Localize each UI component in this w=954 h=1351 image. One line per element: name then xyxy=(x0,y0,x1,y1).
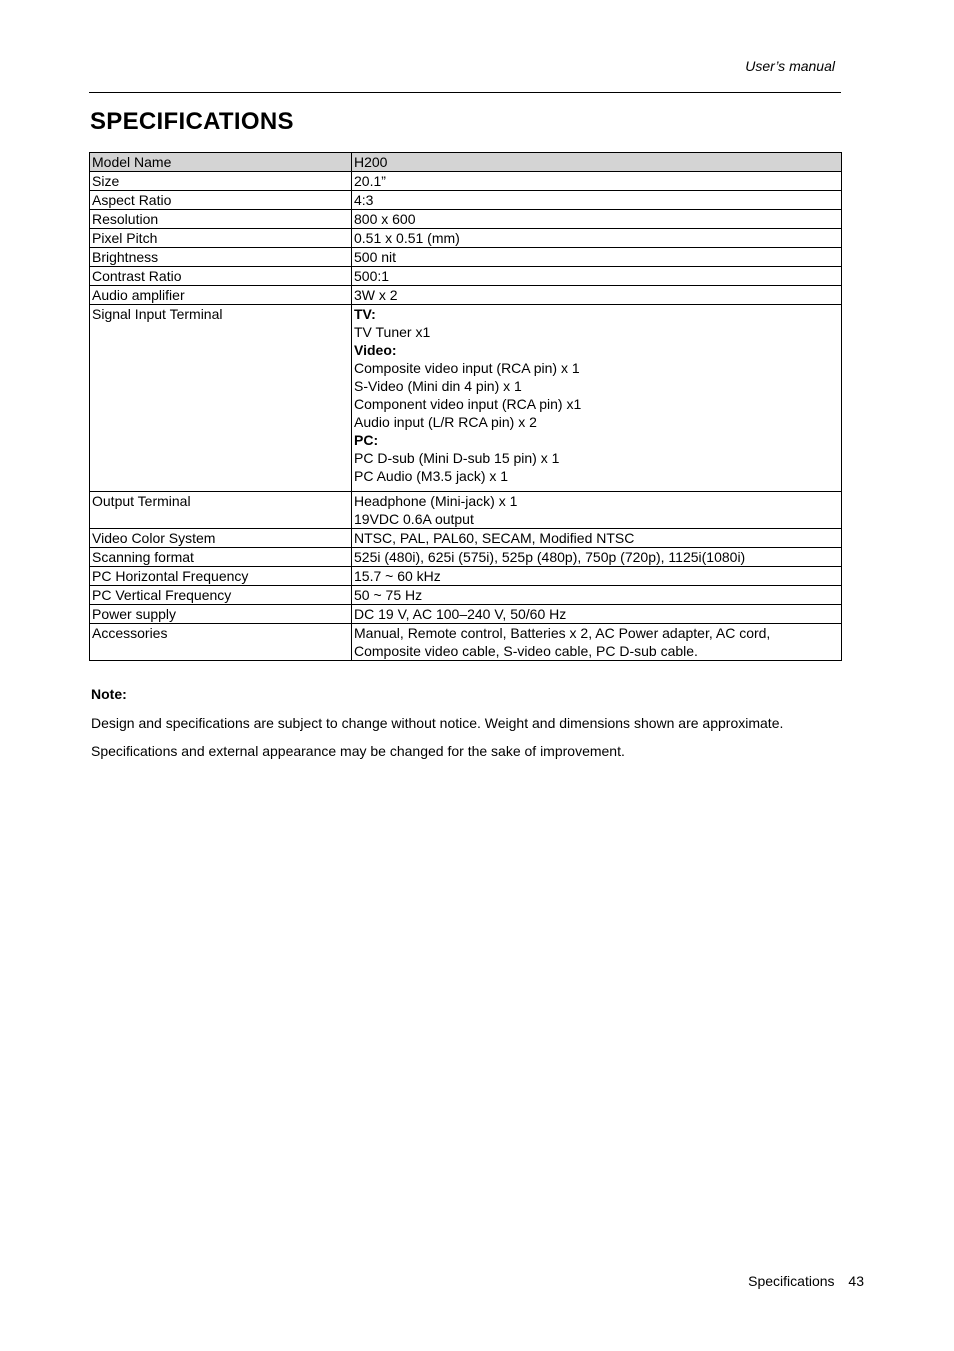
row-label: Video Color System xyxy=(90,529,352,548)
row-label: PC Vertical Frequency xyxy=(90,586,352,605)
row-label: Power supply xyxy=(90,605,352,624)
row-label: Size xyxy=(90,172,352,191)
row-label: Signal Input Terminal xyxy=(90,305,352,492)
table-row xyxy=(90,548,842,567)
note-text: Specifications and external appearance may be changed for the sake of improvement. xyxy=(91,743,625,759)
row-value: 50 ~ 75 Hz xyxy=(352,586,842,605)
page-number: 43 xyxy=(848,1273,864,1289)
output-terminal-value xyxy=(352,492,842,529)
note-text: Design and specifications are subject to change without notice. Weight and dimensions shown are approximate. xyxy=(91,715,784,731)
row-value: 4:3 xyxy=(352,191,842,210)
output-line: Headphone (Mini-jack) x 1 xyxy=(354,493,518,509)
table-row xyxy=(90,248,842,267)
row-label: Accessories xyxy=(90,624,352,661)
page-footer xyxy=(748,1273,864,1289)
row-value: 525i (480i), 625i (575i), 525p (480p), 750p (720p), 1125i(1080i) xyxy=(352,548,842,567)
table-row xyxy=(90,229,842,248)
accessories-value xyxy=(352,624,842,661)
table-row-signal-input xyxy=(90,305,842,492)
table-row xyxy=(90,191,842,210)
row-label: Audio amplifier xyxy=(90,286,352,305)
row-value: NTSC, PAL, PAL60, SECAM, Modified NTSC xyxy=(352,529,842,548)
table-row-output-terminal xyxy=(90,492,842,529)
row-value: 20.1” xyxy=(352,172,842,191)
row-label: Contrast Ratio xyxy=(90,267,352,286)
tv-line: TV Tuner x1 xyxy=(354,324,431,340)
row-value: DC 19 V, AC 100–240 V, 50/60 Hz xyxy=(352,605,842,624)
table-row xyxy=(90,605,842,624)
row-label: PC Horizontal Frequency xyxy=(90,567,352,586)
pc-line: PC D-sub (Mini D-sub 15 pin) x 1 xyxy=(354,450,560,466)
note-label: Note: xyxy=(91,686,127,702)
table-row-accessories xyxy=(90,624,842,661)
signal-input-value xyxy=(352,305,842,492)
row-label: Pixel Pitch xyxy=(90,229,352,248)
table-row xyxy=(90,529,842,548)
specifications-table xyxy=(89,152,842,661)
row-value: 800 x 600 xyxy=(352,210,842,229)
row-label: Output Terminal xyxy=(90,492,352,529)
accessories-line: Manual, Remote control, Batteries x 2, AC Power adapter, AC cord, xyxy=(354,625,771,641)
row-value: 3W x 2 xyxy=(352,286,842,305)
table-row xyxy=(90,172,842,191)
page-title: SPECIFICATIONS xyxy=(90,108,294,135)
table-row xyxy=(90,286,842,305)
row-label: Aspect Ratio xyxy=(90,191,352,210)
row-value: 500 nit xyxy=(352,248,842,267)
video-line: Component video input (RCA pin) x1 xyxy=(354,396,582,412)
video-heading: Video: xyxy=(354,342,397,358)
row-label: Brightness xyxy=(90,248,352,267)
row-value: 0.51 x 0.51 (mm) xyxy=(352,229,842,248)
accessories-line: Composite video cable, S-video cable, PC D-sub cable. xyxy=(354,643,698,659)
row-label: Scanning format xyxy=(90,548,352,567)
pc-heading: PC: xyxy=(354,432,379,448)
pc-line: PC Audio (M3.5 jack) x 1 xyxy=(354,468,509,484)
header-rule xyxy=(89,92,841,93)
footer-section: Specifications xyxy=(748,1273,835,1289)
table-row xyxy=(90,267,842,286)
tv-heading: TV: xyxy=(354,306,376,322)
video-line: Audio input (L/R RCA pin) x 2 xyxy=(354,414,537,430)
row-label: Resolution xyxy=(90,210,352,229)
header-value: H200 xyxy=(352,153,842,172)
running-header: User’s manual xyxy=(745,58,835,74)
table-row xyxy=(90,567,842,586)
video-line: Composite video input (RCA pin) x 1 xyxy=(354,360,580,376)
header-label: Model Name xyxy=(90,153,352,172)
table-header-row xyxy=(90,153,842,172)
table-row xyxy=(90,210,842,229)
video-line: S-Video (Mini din 4 pin) x 1 xyxy=(354,378,522,394)
row-value: 15.7 ~ 60 kHz xyxy=(352,567,842,586)
row-value: 500:1 xyxy=(352,267,842,286)
table-row xyxy=(90,586,842,605)
output-line: 19VDC 0.6A output xyxy=(354,511,474,527)
